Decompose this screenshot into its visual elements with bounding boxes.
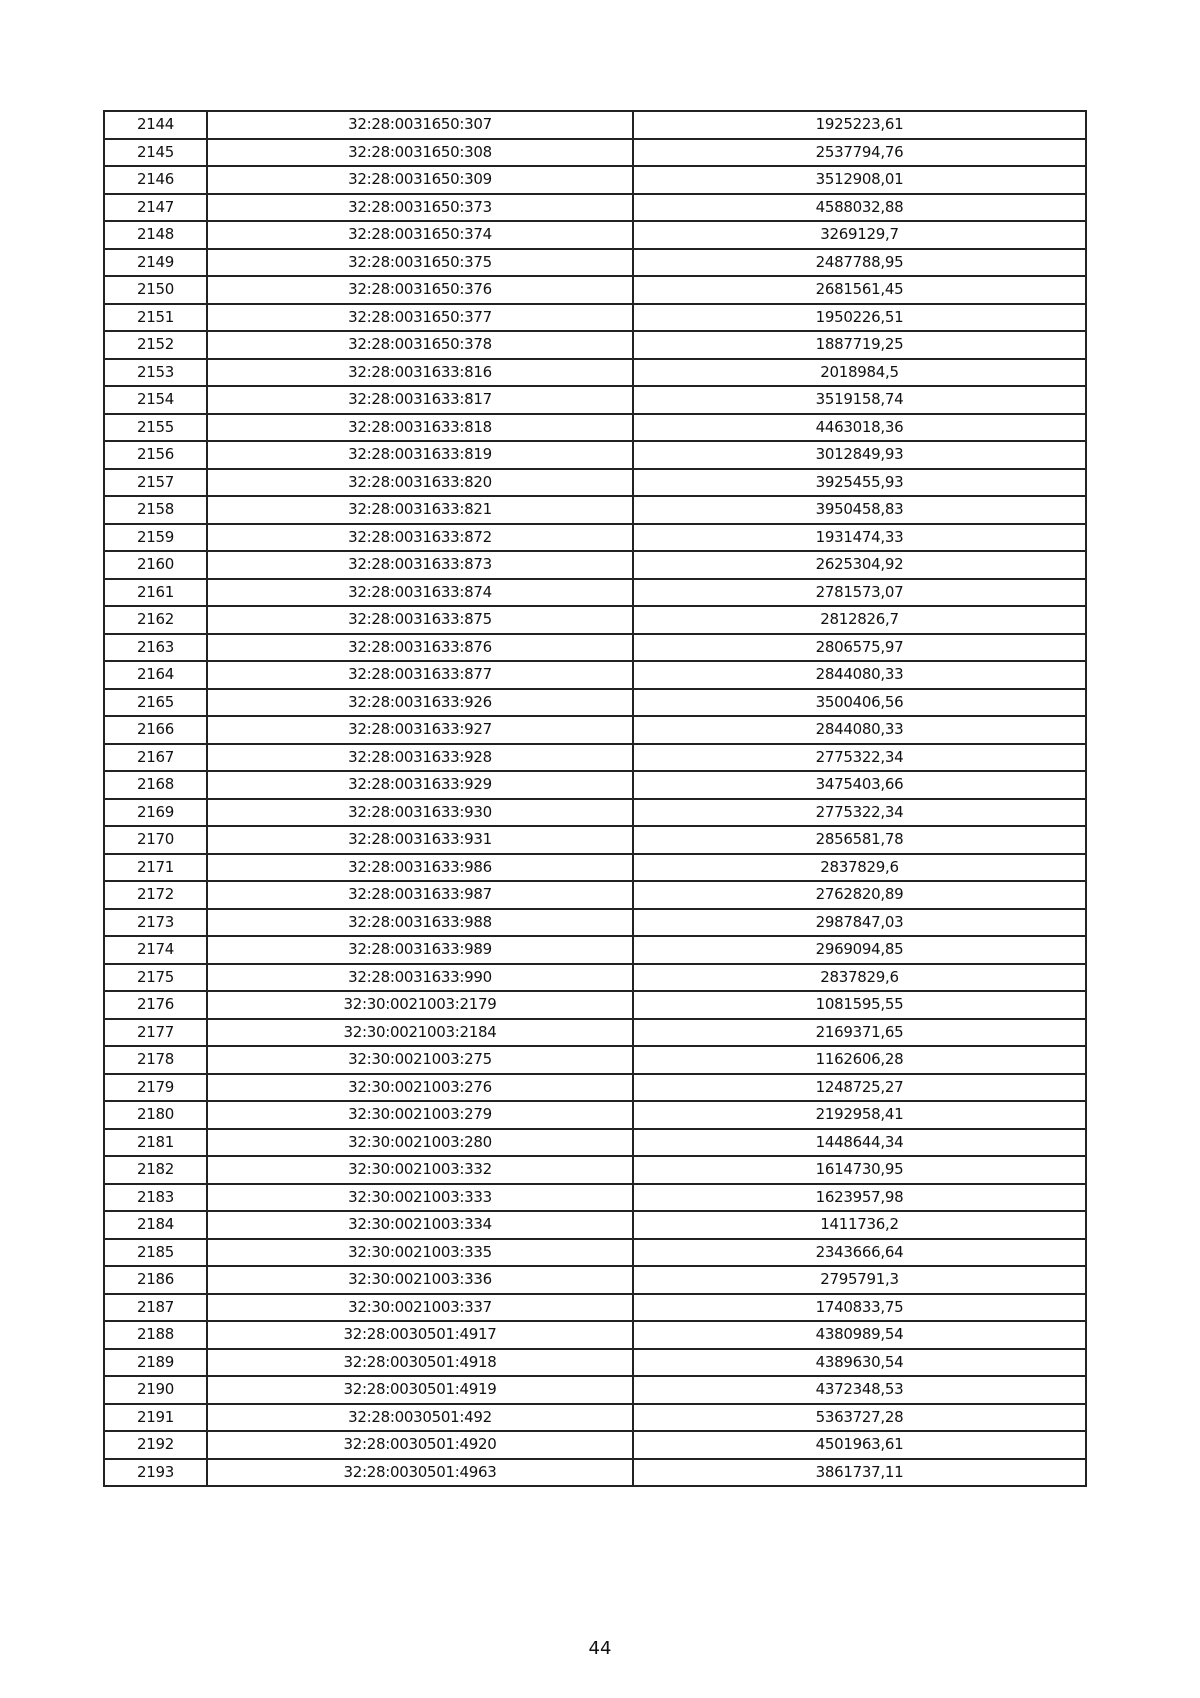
- table-row: [104, 359, 1086, 387]
- value-cell: 3475403,66: [633, 771, 1086, 799]
- cadastral-number-cell: 32:28:0031633:873: [207, 551, 633, 579]
- cadastral-number-cell: 32:28:0031633:990: [207, 964, 633, 992]
- table-row: [104, 799, 1086, 827]
- cadastral-number-cell: 32:28:0031633:926: [207, 689, 633, 717]
- table-row: [104, 744, 1086, 772]
- value-cell: 2987847,03: [633, 909, 1086, 937]
- row-number-cell: 2188: [104, 1321, 207, 1349]
- row-number-cell: 2161: [104, 579, 207, 607]
- value-cell: 3950458,83: [633, 496, 1086, 524]
- value-cell: 2681561,45: [633, 276, 1086, 304]
- value-cell: 2625304,92: [633, 551, 1086, 579]
- table-row: [104, 221, 1086, 249]
- cadastral-number-cell: 32:28:0031633:874: [207, 579, 633, 607]
- row-number-cell: 2169: [104, 799, 207, 827]
- row-number-cell: 2151: [104, 304, 207, 332]
- cadastral-number-cell: 32:28:0030501:4918: [207, 1349, 633, 1377]
- row-number-cell: 2176: [104, 991, 207, 1019]
- cadastral-number-cell: 32:28:0031633:930: [207, 799, 633, 827]
- row-number-cell: 2163: [104, 634, 207, 662]
- table-row: [104, 1349, 1086, 1377]
- table-row: [104, 991, 1086, 1019]
- value-cell: 1448644,34: [633, 1129, 1086, 1157]
- cadastral-number-cell: 32:30:0021003:2184: [207, 1019, 633, 1047]
- table-row: [104, 304, 1086, 332]
- row-number-cell: 2179: [104, 1074, 207, 1102]
- cadastral-number-cell: 32:28:0031650:376: [207, 276, 633, 304]
- page-number: 44: [588, 1638, 612, 1659]
- table-row: [104, 936, 1086, 964]
- value-cell: 2856581,78: [633, 826, 1086, 854]
- table-row: [104, 1156, 1086, 1184]
- value-cell: 2795791,3: [633, 1266, 1086, 1294]
- value-cell: 1887719,25: [633, 331, 1086, 359]
- row-number-cell: 2170: [104, 826, 207, 854]
- cadastral-number-cell: 32:28:0031650:373: [207, 194, 633, 222]
- table-row: [104, 634, 1086, 662]
- row-number-cell: 2162: [104, 606, 207, 634]
- value-cell: 2844080,33: [633, 716, 1086, 744]
- cadastral-number-cell: 32:30:0021003:275: [207, 1046, 633, 1074]
- cadastral-number-cell: 32:30:0021003:334: [207, 1211, 633, 1239]
- cadastral-number-cell: 32:28:0031633:987: [207, 881, 633, 909]
- cadastral-number-cell: 32:30:0021003:337: [207, 1294, 633, 1322]
- value-cell: 2343666,64: [633, 1239, 1086, 1267]
- cadastral-number-cell: 32:28:0030501:4920: [207, 1431, 633, 1459]
- row-number-cell: 2144: [104, 111, 207, 139]
- value-cell: 1162606,28: [633, 1046, 1086, 1074]
- row-number-cell: 2145: [104, 139, 207, 167]
- row-number-cell: 2186: [104, 1266, 207, 1294]
- row-number-cell: 2147: [104, 194, 207, 222]
- row-number-cell: 2160: [104, 551, 207, 579]
- value-cell: 5363727,28: [633, 1404, 1086, 1432]
- table-row: [104, 909, 1086, 937]
- cadastral-number-cell: 32:28:0030501:492: [207, 1404, 633, 1432]
- value-cell: 4463018,36: [633, 414, 1086, 442]
- cadastral-number-cell: 32:30:0021003:279: [207, 1101, 633, 1129]
- row-number-cell: 2190: [104, 1376, 207, 1404]
- table-row: [104, 1184, 1086, 1212]
- table-row: [104, 1129, 1086, 1157]
- value-cell: 1248725,27: [633, 1074, 1086, 1102]
- cadastral-number-cell: 32:28:0031650:378: [207, 331, 633, 359]
- value-cell: 2192958,41: [633, 1101, 1086, 1129]
- table-row: [104, 1431, 1086, 1459]
- value-cell: 4389630,54: [633, 1349, 1086, 1377]
- cadastral-number-cell: 32:28:0031633:988: [207, 909, 633, 937]
- table-row: [104, 1321, 1086, 1349]
- table-row: [104, 579, 1086, 607]
- row-number-cell: 2153: [104, 359, 207, 387]
- value-cell: 4588032,88: [633, 194, 1086, 222]
- row-number-cell: 2146: [104, 166, 207, 194]
- row-number-cell: 2171: [104, 854, 207, 882]
- table-row: [104, 166, 1086, 194]
- value-cell: 2781573,07: [633, 579, 1086, 607]
- value-cell: 3512908,01: [633, 166, 1086, 194]
- row-number-cell: 2150: [104, 276, 207, 304]
- value-cell: 2537794,76: [633, 139, 1086, 167]
- table-row: [104, 386, 1086, 414]
- cadastral-number-cell: 32:30:0021003:333: [207, 1184, 633, 1212]
- row-number-cell: 2167: [104, 744, 207, 772]
- table-row: [104, 1294, 1086, 1322]
- row-number-cell: 2175: [104, 964, 207, 992]
- value-cell: 3925455,93: [633, 469, 1086, 497]
- cadastral-number-cell: 32:28:0031633:876: [207, 634, 633, 662]
- table-row: [104, 1404, 1086, 1432]
- cadastral-number-cell: 32:30:0021003:280: [207, 1129, 633, 1157]
- value-cell: 2844080,33: [633, 661, 1086, 689]
- row-number-cell: 2164: [104, 661, 207, 689]
- row-number-cell: 2156: [104, 441, 207, 469]
- value-cell: 1931474,33: [633, 524, 1086, 552]
- row-number-cell: 2192: [104, 1431, 207, 1459]
- cadastral-number-cell: 32:28:0030501:4963: [207, 1459, 633, 1487]
- row-number-cell: 2182: [104, 1156, 207, 1184]
- row-number-cell: 2159: [104, 524, 207, 552]
- row-number-cell: 2174: [104, 936, 207, 964]
- table-row: [104, 331, 1086, 359]
- cadastral-number-cell: 32:28:0031650:375: [207, 249, 633, 277]
- cadastral-number-cell: 32:28:0031633:820: [207, 469, 633, 497]
- value-cell: 1614730,95: [633, 1156, 1086, 1184]
- row-number-cell: 2166: [104, 716, 207, 744]
- cadastral-number-cell: 32:28:0031633:821: [207, 496, 633, 524]
- cadastral-number-cell: 32:30:0021003:2179: [207, 991, 633, 1019]
- cadastral-number-cell: 32:28:0030501:4917: [207, 1321, 633, 1349]
- cadastral-number-cell: 32:28:0030501:4919: [207, 1376, 633, 1404]
- table-row: [104, 524, 1086, 552]
- value-cell: 1411736,2: [633, 1211, 1086, 1239]
- row-number-cell: 2155: [104, 414, 207, 442]
- row-number-cell: 2168: [104, 771, 207, 799]
- row-number-cell: 2193: [104, 1459, 207, 1487]
- data-table: [103, 110, 1087, 1487]
- row-number-cell: 2154: [104, 386, 207, 414]
- table-row: [104, 1376, 1086, 1404]
- table-row: [104, 771, 1086, 799]
- cadastral-number-cell: 32:28:0031650:377: [207, 304, 633, 332]
- cadastral-number-cell: 32:30:0021003:335: [207, 1239, 633, 1267]
- value-cell: 1623957,98: [633, 1184, 1086, 1212]
- cadastral-number-cell: 32:28:0031633:927: [207, 716, 633, 744]
- cadastral-number-cell: 32:28:0031633:986: [207, 854, 633, 882]
- value-cell: 2837829,6: [633, 964, 1086, 992]
- row-number-cell: 2189: [104, 1349, 207, 1377]
- row-number-cell: 2184: [104, 1211, 207, 1239]
- cadastral-number-cell: 32:28:0031633:872: [207, 524, 633, 552]
- cadastral-number-cell: 32:28:0031633:818: [207, 414, 633, 442]
- cadastral-number-cell: 32:28:0031650:307: [207, 111, 633, 139]
- value-cell: 3861737,11: [633, 1459, 1086, 1487]
- table-row: [104, 414, 1086, 442]
- value-cell: 2018984,5: [633, 359, 1086, 387]
- row-number-cell: 2157: [104, 469, 207, 497]
- cadastral-number-cell: 32:30:0021003:332: [207, 1156, 633, 1184]
- value-cell: 2775322,34: [633, 744, 1086, 772]
- value-cell: 4501963,61: [633, 1431, 1086, 1459]
- cadastral-number-cell: 32:28:0031650:309: [207, 166, 633, 194]
- table-row: [104, 606, 1086, 634]
- value-cell: 2806575,97: [633, 634, 1086, 662]
- value-cell: 1950226,51: [633, 304, 1086, 332]
- table-row: [104, 1239, 1086, 1267]
- table-row: [104, 1046, 1086, 1074]
- table-row: [104, 1019, 1086, 1047]
- row-number-cell: 2152: [104, 331, 207, 359]
- cadastral-number-cell: 32:30:0021003:276: [207, 1074, 633, 1102]
- row-number-cell: 2178: [104, 1046, 207, 1074]
- value-cell: 1081595,55: [633, 991, 1086, 1019]
- table-body: [104, 111, 1086, 1486]
- cadastral-number-cell: 32:28:0031633:819: [207, 441, 633, 469]
- table-row: [104, 1266, 1086, 1294]
- cadastral-number-cell: 32:28:0031633:817: [207, 386, 633, 414]
- row-number-cell: 2191: [104, 1404, 207, 1432]
- value-cell: 2169371,65: [633, 1019, 1086, 1047]
- table-row: [104, 249, 1086, 277]
- table-row: [104, 661, 1086, 689]
- table-row: [104, 826, 1086, 854]
- row-number-cell: 2181: [104, 1129, 207, 1157]
- cadastral-number-cell: 32:28:0031633:877: [207, 661, 633, 689]
- cadastral-number-cell: 32:28:0031650:374: [207, 221, 633, 249]
- value-cell: 2812826,7: [633, 606, 1086, 634]
- row-number-cell: 2149: [104, 249, 207, 277]
- cadastral-number-cell: 32:28:0031633:929: [207, 771, 633, 799]
- row-number-cell: 2158: [104, 496, 207, 524]
- row-number-cell: 2187: [104, 1294, 207, 1322]
- cadastral-number-cell: 32:28:0031633:989: [207, 936, 633, 964]
- row-number-cell: 2148: [104, 221, 207, 249]
- table-row: [104, 716, 1086, 744]
- value-cell: 2969094,85: [633, 936, 1086, 964]
- cadastral-number-cell: 32:28:0031650:308: [207, 139, 633, 167]
- value-cell: 3500406,56: [633, 689, 1086, 717]
- table-row: [104, 1459, 1086, 1487]
- row-number-cell: 2185: [104, 1239, 207, 1267]
- table-row: [104, 854, 1086, 882]
- value-cell: 1925223,61: [633, 111, 1086, 139]
- value-cell: 1740833,75: [633, 1294, 1086, 1322]
- cadastral-number-cell: 32:28:0031633:931: [207, 826, 633, 854]
- value-cell: 3269129,7: [633, 221, 1086, 249]
- row-number-cell: 2180: [104, 1101, 207, 1129]
- table-row: [104, 276, 1086, 304]
- row-number-cell: 2177: [104, 1019, 207, 1047]
- table-row: [104, 881, 1086, 909]
- row-number-cell: 2183: [104, 1184, 207, 1212]
- table-row: [104, 441, 1086, 469]
- value-cell: 2775322,34: [633, 799, 1086, 827]
- cadastral-number-cell: 32:30:0021003:336: [207, 1266, 633, 1294]
- table-row: [104, 469, 1086, 497]
- table-row: [104, 1101, 1086, 1129]
- table-row: [104, 194, 1086, 222]
- value-cell: 2762820,89: [633, 881, 1086, 909]
- table-row: [104, 551, 1086, 579]
- table-row: [104, 1074, 1086, 1102]
- cadastral-number-cell: 32:28:0031633:875: [207, 606, 633, 634]
- value-cell: 2837829,6: [633, 854, 1086, 882]
- table-row: [104, 139, 1086, 167]
- table-row: [104, 496, 1086, 524]
- row-number-cell: 2173: [104, 909, 207, 937]
- table-row: [104, 1211, 1086, 1239]
- cadastral-number-cell: 32:28:0031633:816: [207, 359, 633, 387]
- value-cell: 4380989,54: [633, 1321, 1086, 1349]
- row-number-cell: 2172: [104, 881, 207, 909]
- value-cell: 4372348,53: [633, 1376, 1086, 1404]
- value-cell: 2487788,95: [633, 249, 1086, 277]
- value-cell: 3519158,74: [633, 386, 1086, 414]
- cadastral-number-cell: 32:28:0031633:928: [207, 744, 633, 772]
- row-number-cell: 2165: [104, 689, 207, 717]
- table-row: [104, 111, 1086, 139]
- value-cell: 3012849,93: [633, 441, 1086, 469]
- table-row: [104, 964, 1086, 992]
- table-row: [104, 689, 1086, 717]
